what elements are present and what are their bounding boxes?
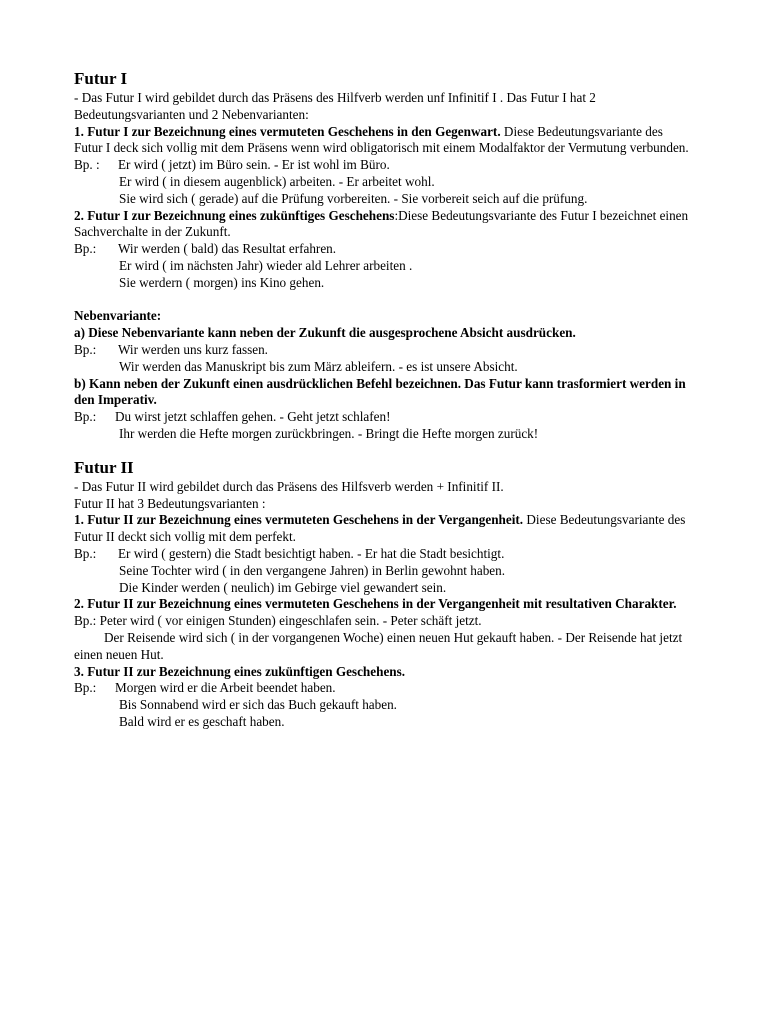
example-label: Bp.: (74, 680, 97, 696)
futur-1-variant-2 (74, 208, 694, 242)
example-row (74, 680, 694, 697)
futur-1-variant-2-text: :Diese Bedeutungsvariante des Futur I bezeichnet einen Sachverchalte in der Zukunft. (74, 207, 689, 240)
section-title-futur-1: Futur I (74, 69, 128, 88)
futur-2-intro-2: Futur II hat 3 Bedeutungsvarianten : (74, 495, 266, 511)
nebenvariante-a-heading: a) Diese Nebenvariante kann neben der Zukunft die ausgesprochene Absicht ausdrücken. (74, 325, 576, 341)
nebenvariante-b-heading: b) Kann neben der Zukunft einen ausdrücklichen Befehl bezeichnen. Das Futur kann trasformiert werden in den Imperativ. (74, 375, 686, 408)
example-label: Bp.: (74, 545, 97, 561)
futur-2-variant-1 (74, 512, 694, 546)
example-text: Bp.: Peter wird ( vor einigen Stunden) eingeschlafen sein. - Peter schäft jetzt. (74, 613, 482, 629)
nebenvariante-heading: Nebenvariante: (74, 308, 162, 324)
example-row (74, 241, 694, 258)
spacer (74, 443, 694, 457)
example-text: Wir werden uns kurz fassen. (118, 341, 268, 357)
example-text: Sie werdern ( morgen) ins Kino gehen. (119, 274, 325, 290)
futur-2-variant-1-heading: 1. Futur II zur Bezeichnung eines vermuteten Geschehens in der Vergangenheit. (74, 512, 524, 528)
example-label: Bp.: (74, 409, 97, 425)
example-text: Die Kinder werden ( neulich) im Gebirge viel gewandert sein. (119, 579, 447, 595)
section-title-futur-2: Futur II (74, 457, 134, 477)
futur-1-variant-1-text: Diese Bedeutungsvariante des Futur I deck sich vollig mit dem Präsens wenn wird obligatorisch mit einem Modalfaktor der Vermutung verbunden. (74, 123, 689, 156)
futur-1-variant-1-heading: 1. Futur I zur Bezeichnung eines vermuteten Geschehens in den Gegenwart. (74, 123, 501, 139)
futur-2-intro-1: - Das Futur II wird gebildet durch das Präsens des Hilfsverb werden + Infinitif II. (74, 478, 504, 494)
document-page (74, 68, 694, 731)
example-row (74, 157, 694, 174)
example-text: Bald wird er es geschaft haben. (119, 713, 285, 729)
example-text: Er wird ( gestern) die Stadt besichtigt haben. - Er hat die Stadt besichtigt. (118, 545, 505, 561)
example-row (74, 409, 694, 426)
example-text: Morgen wird er die Arbeit beendet haben. (115, 680, 336, 696)
example-text: Er wird ( im nächsten Jahr) wieder ald Lehrer arbeiten . (119, 257, 413, 273)
futur-1-intro: - Das Futur I wird gebildet durch das Präsens des Hilfverb werden unf Infinitif I . Das Futur I hat 2 Bedeutungsvarianten und 2 Nebenvarianten: (74, 90, 596, 122)
example-text: Seine Tochter wird ( in den vergangene Jahren) in Berlin gewohnt haben. (119, 562, 506, 578)
example-row (74, 342, 694, 359)
example-text: Der Reisende wird sich ( in der vorgangenen Woche) einen neuen Hut gekauft haben. - Der Reisende hat jetzt einen neuen Hut. (74, 629, 683, 662)
futur-2-variant-2-heading: 2. Futur II zur Bezeichnung eines vermuteten Geschehens in der Vergangenheit mit resultativen Charakter. (74, 596, 677, 612)
futur-1-variant-2-heading: 2. Futur I zur Bezeichnung eines zukünftiges Geschehens (74, 207, 395, 223)
example-text: Ihr werden die Hefte morgen zurückbringen. - Bringt die Hefte morgen zurück! (119, 425, 539, 441)
example-row (74, 546, 694, 563)
example-text: Er wird ( in diesem augenblick) arbeiten. - Er arbeitet wohl. (119, 173, 435, 189)
example-text: Er wird ( jetzt) im Büro sein. - Er ist wohl im Büro. (118, 157, 390, 173)
example-label: Bp.: (74, 241, 97, 257)
futur-1-variant-1 (74, 124, 694, 158)
example-label: Bp. : (74, 157, 100, 173)
example-label: Bp.: (74, 341, 97, 357)
futur-2-variant-3-heading: 3. Futur II zur Bezeichnung eines zukünftigen Geschehens. (74, 663, 406, 679)
example-text: Sie wird sich ( gerade) auf die Prüfung vorbereiten. - Sie vorbereit seich auf die prüfung. (119, 190, 588, 206)
example-text: Wir werden ( bald) das Resultat erfahren. (118, 241, 337, 257)
example-text: Wir werden das Manuskript bis zum März ableifern. - es ist unsere Absicht. (119, 358, 518, 374)
example-text: Du wirst jetzt schlaffen gehen. - Geht jetzt schlafen! (115, 409, 391, 425)
futur-2-variant-1-text: Diese Bedeutungsvariante des Futur II deckt sich vollig mit dem perfekt. (74, 512, 686, 545)
spacer (74, 292, 694, 309)
example-text: Bis Sonnabend wird er sich das Buch gekauft haben. (119, 697, 397, 713)
